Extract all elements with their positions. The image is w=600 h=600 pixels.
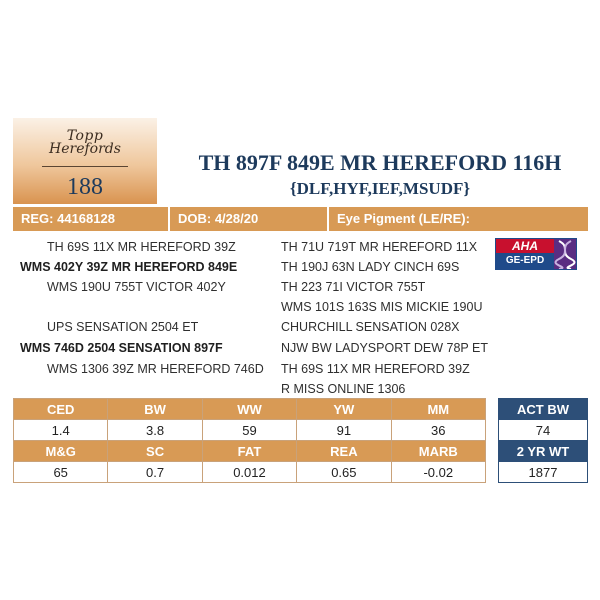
epd-header-sc: SC xyxy=(108,441,202,462)
epd-header-ww: WW xyxy=(202,399,296,420)
aha-label: AHA xyxy=(496,239,554,253)
aha-ge-epd-logo xyxy=(495,238,577,270)
epd-header-yw: YW xyxy=(297,399,391,420)
lot-number: 188 xyxy=(67,174,103,200)
pedigree-right-line: TH 190J 63N LADY CINCH 69S xyxy=(281,260,460,274)
date-of-birth: DOB: 4/28/20 xyxy=(170,207,329,231)
eye-pigment: Eye Pigment (LE/RE): xyxy=(337,211,470,226)
pedigree-right-line: TH 69S 11X MR HEREFORD 39Z xyxy=(281,362,470,376)
info-bar xyxy=(13,207,588,231)
animal-name: TH 897F 849E MR HEREFORD 116H xyxy=(198,150,562,175)
epd-header-ced: CED xyxy=(14,399,108,420)
epd-header-bw: BW xyxy=(108,399,202,420)
pedigree-sire-dam: UPS SENSATION 2504 ET xyxy=(47,320,199,334)
pedigree-right-line: TH 71U 719T MR HEREFORD 11X xyxy=(281,240,478,254)
topp-herefords-logo xyxy=(30,128,140,157)
actual-weights-table xyxy=(498,398,588,483)
pedigree-right-line: CHURCHILL SENSATION 028X xyxy=(281,320,460,334)
pedigree-sire-sire-dam: WMS 190U 755T VICTOR 402Y xyxy=(47,280,226,294)
act-bw-header: ACT BW xyxy=(499,399,588,420)
pedigree-sire-sire: WMS 402Y 39Z MR HEREFORD 849E xyxy=(20,260,238,274)
pedigree-sire-sire-sire: TH 69S 11X MR HEREFORD 39Z xyxy=(47,240,236,254)
epd-value-marb: -0.02 xyxy=(391,462,485,483)
epd-value-bw: 3.8 xyxy=(108,420,202,441)
epd-value-sc: 0.7 xyxy=(108,462,202,483)
pedigree-right-line: TH 223 71I VICTOR 755T xyxy=(281,280,426,294)
logo-line1: Topp xyxy=(66,128,104,144)
ge-epd-label: GE-EPD xyxy=(496,253,554,269)
epd-value-ced: 1.4 xyxy=(14,420,108,441)
epd-header-row xyxy=(14,399,486,420)
logo-line2: Herefords xyxy=(49,141,121,157)
act-bw-value: 74 xyxy=(499,420,588,441)
epd-value-mg: 65 xyxy=(14,462,108,483)
epd-value-rea: 0.65 xyxy=(297,462,391,483)
logo-underline xyxy=(42,166,128,167)
epd-value-ww: 59 xyxy=(202,420,296,441)
epd-value-row xyxy=(14,462,486,483)
two-yr-wt-value: 1877 xyxy=(499,462,588,483)
pedigree-right-line: R MISS ONLINE 1306 xyxy=(281,382,406,396)
genetic-conditions: {DLF,HYF,IEF,MSUDF} xyxy=(289,179,471,198)
pedigree-right-line: NJW BW LADYSPORT DEW 78P ET xyxy=(281,341,488,355)
two-yr-wt-header: 2 YR WT xyxy=(499,441,588,462)
epd-value-fat: 0.012 xyxy=(202,462,296,483)
epd-value-mm: 36 xyxy=(391,420,485,441)
epd-header-fat: FAT xyxy=(202,441,296,462)
epd-header-mg: M&G xyxy=(14,441,108,462)
epd-header-marb: MARB xyxy=(391,441,485,462)
epd-value-row xyxy=(14,420,486,441)
epd-header-mm: MM xyxy=(391,399,485,420)
epd-header-rea: REA xyxy=(297,441,391,462)
epd-value-yw: 91 xyxy=(297,420,391,441)
pedigree-right-line: WMS 101S 163S MIS MICKIE 190U xyxy=(281,300,483,314)
pedigree-sire: WMS 746D 2504 SENSATION 897F xyxy=(20,341,223,355)
dna-icon xyxy=(554,239,576,269)
epd-header-row xyxy=(14,441,486,462)
pedigree-sire-dam-dam: WMS 1306 39Z MR HEREFORD 746D xyxy=(47,362,264,376)
epd-table xyxy=(13,398,486,483)
registration-number: REG: 44168128 xyxy=(13,207,170,231)
